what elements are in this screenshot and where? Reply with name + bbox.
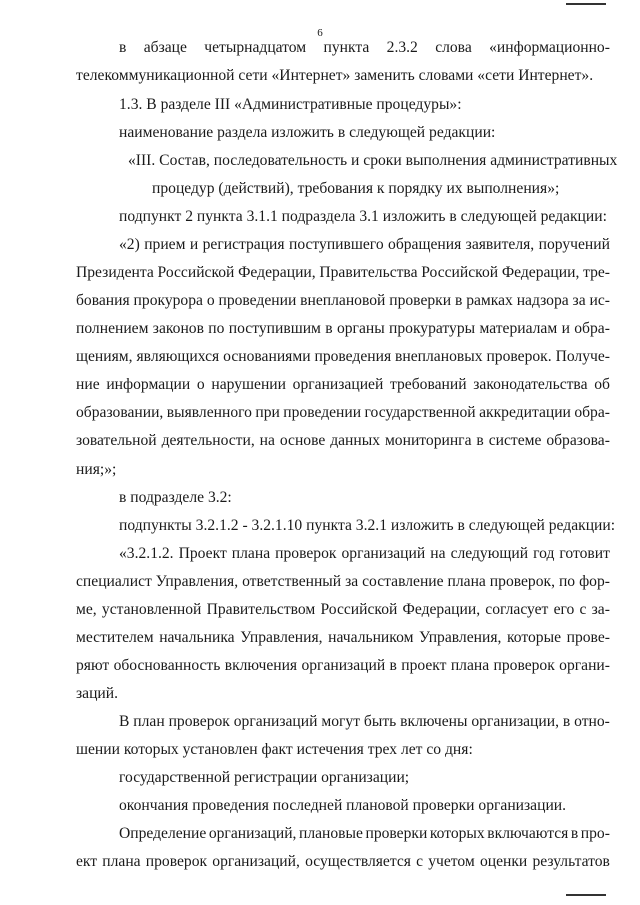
word: тре- xyxy=(583,264,610,281)
word: отно- xyxy=(574,713,610,730)
text-line xyxy=(76,853,610,871)
word: бования xyxy=(76,292,130,309)
text-line xyxy=(119,713,610,731)
word: в xyxy=(454,292,463,309)
word: согласует xyxy=(485,601,549,618)
text-line: шении которых установлен факт истечения трех лет со дня: xyxy=(76,741,473,758)
word: составление xyxy=(362,573,444,590)
word: готовит xyxy=(559,545,610,562)
word: данных xyxy=(330,432,381,449)
word: проверок xyxy=(275,545,337,562)
word: установленной xyxy=(101,601,202,618)
word: при xyxy=(255,404,280,421)
word: проверки xyxy=(365,825,428,842)
word: которые xyxy=(507,629,561,646)
word: специалист xyxy=(76,573,152,590)
word: Федерации, xyxy=(402,601,481,618)
word: «3.2.1.2. xyxy=(119,545,174,562)
word: проверки xyxy=(389,292,452,309)
text-line: заций. xyxy=(76,685,119,702)
word: ект xyxy=(76,853,98,870)
word: государственной xyxy=(364,404,476,421)
text-line: окончания проведения последней плановой проверки организации. xyxy=(119,797,567,814)
text-line: в подразделе 3.2: xyxy=(119,489,232,506)
word: щениям, xyxy=(76,348,133,365)
text-line xyxy=(119,545,610,563)
text-line: подпункт 2 пункта 3.1.1 подраздела 3.1 изложить в следующей редакции: xyxy=(119,208,607,225)
word: учетом xyxy=(428,853,475,870)
text-line: 1.3. В разделе III «Административные процедуры»: xyxy=(119,96,462,113)
word: зовательной xyxy=(76,432,157,449)
word: образовании, xyxy=(76,404,164,421)
word: плана xyxy=(231,545,271,562)
word: материалам xyxy=(479,320,558,337)
word: Управления, xyxy=(419,629,502,646)
word: о xyxy=(196,376,205,393)
word: начальником xyxy=(328,629,414,646)
word: рамках xyxy=(466,292,513,309)
word: включения xyxy=(224,657,298,674)
word: следующий xyxy=(450,545,529,562)
word: «информационно- xyxy=(489,39,610,56)
word: осуществляется xyxy=(305,853,411,870)
word: ние xyxy=(76,376,100,393)
word: Управления, xyxy=(240,629,323,646)
text-line xyxy=(76,573,610,591)
text-line: государственной регистрации организации; xyxy=(119,769,410,786)
word: четырнадцатом xyxy=(204,39,307,56)
word: проверок. xyxy=(486,348,552,365)
word: выявленного xyxy=(166,404,252,421)
word: по xyxy=(208,320,225,337)
text-line xyxy=(119,236,610,254)
word: с xyxy=(416,853,424,870)
word: в xyxy=(570,825,579,842)
text-line xyxy=(76,432,610,450)
word: полнением xyxy=(76,320,149,337)
word: организацией xyxy=(292,376,384,393)
word: информации xyxy=(106,376,191,393)
word: в xyxy=(325,320,333,337)
word: прокуратуры xyxy=(389,320,476,337)
word: могут xyxy=(321,713,361,730)
word: законодательства xyxy=(473,376,588,393)
word: плана xyxy=(102,853,141,870)
text-line: наименование раздела изложить в следующей редакции: xyxy=(119,124,496,141)
word: за xyxy=(572,292,586,309)
word: за- xyxy=(591,601,610,618)
word: абзаце xyxy=(143,39,187,56)
word: включены xyxy=(400,713,468,730)
word: Правительства xyxy=(319,264,418,281)
word: об xyxy=(594,376,610,393)
text-line xyxy=(76,601,610,619)
text-line xyxy=(76,657,610,675)
word: Федерации, xyxy=(501,264,580,281)
word: поручений xyxy=(538,236,610,253)
word: в xyxy=(562,713,571,730)
word: Управления, xyxy=(155,573,239,590)
word: деятельности, xyxy=(161,432,255,449)
word: ме, xyxy=(76,601,97,618)
word: внеплановых xyxy=(395,348,483,365)
word: организаций, xyxy=(208,825,297,842)
word: проверок xyxy=(493,657,555,674)
word: организаций xyxy=(341,545,426,562)
word: обра- xyxy=(574,320,610,337)
text-line xyxy=(76,264,610,282)
text-line xyxy=(76,292,610,310)
word: результатов xyxy=(532,853,610,870)
word: про- xyxy=(580,825,610,842)
word: «2) xyxy=(119,236,140,253)
word: надзора xyxy=(516,292,569,309)
word: ис- xyxy=(589,292,610,309)
word: системе xyxy=(488,432,542,449)
word: прокурора xyxy=(133,292,203,309)
word: быть xyxy=(363,713,397,730)
word: органи- xyxy=(559,657,610,674)
word: Российской xyxy=(157,264,235,281)
word: включаются xyxy=(487,825,569,842)
word: о xyxy=(206,292,215,309)
word: год xyxy=(533,545,555,562)
text-line xyxy=(119,825,610,843)
word: на xyxy=(259,432,275,449)
word: обоснованность xyxy=(113,657,221,674)
word: слова xyxy=(435,39,472,56)
word: нарушении xyxy=(211,376,286,393)
scan-mark xyxy=(566,894,606,896)
word: организаций xyxy=(233,713,318,730)
word: Федерации, xyxy=(238,264,316,281)
word: ряют xyxy=(76,657,110,674)
text-line xyxy=(76,629,610,647)
word: оценки xyxy=(479,853,528,870)
word: Проект xyxy=(178,545,227,562)
word: и xyxy=(561,320,570,337)
text-line: телекоммуникационной сети «Интернет» заменить словами «сети Интернет». xyxy=(76,67,594,84)
word: ответственный xyxy=(242,573,342,590)
word: организации, xyxy=(471,713,559,730)
word: его xyxy=(553,601,575,618)
word: прием xyxy=(144,236,186,253)
word: являющихся xyxy=(136,348,220,365)
word: основе xyxy=(279,432,326,449)
word: образова- xyxy=(546,432,610,449)
scan-mark xyxy=(566,3,606,5)
word: проведении xyxy=(283,404,362,421)
word: поступившего xyxy=(288,236,384,253)
word: по xyxy=(558,573,576,590)
word: регистрация xyxy=(202,236,285,253)
word: Российской xyxy=(421,264,499,281)
word: 2.3.2 xyxy=(386,39,418,56)
word: прове- xyxy=(566,629,610,646)
text-line xyxy=(76,320,610,338)
word: Получе- xyxy=(555,348,610,365)
word: законов xyxy=(152,320,204,337)
word: организаций xyxy=(301,657,386,674)
word: на xyxy=(430,545,446,562)
word: проведении xyxy=(218,292,297,309)
word: в xyxy=(476,432,484,449)
text-line xyxy=(76,348,610,366)
word: внеплановой xyxy=(300,292,386,309)
page-number: 6 xyxy=(317,27,323,39)
word: план xyxy=(133,713,165,730)
word: и xyxy=(189,236,199,253)
word: Российской xyxy=(320,601,398,618)
word: мониторинга xyxy=(384,432,472,449)
word: органы xyxy=(336,320,385,337)
text-line xyxy=(76,404,610,422)
word: плана xyxy=(450,657,490,674)
word: требований xyxy=(390,376,467,393)
word: В xyxy=(119,713,130,730)
word: Правительством xyxy=(206,601,316,618)
word: проект xyxy=(401,657,447,674)
text-line: подпункты 3.2.1.2 - 3.2.1.10 пункта 3.2.1 изложить в следующей редакции: xyxy=(119,517,616,534)
word: начальника xyxy=(159,629,235,646)
word: проверок xyxy=(168,713,230,730)
word: проведения xyxy=(314,348,392,365)
word: поступившим xyxy=(228,320,321,337)
word: которых xyxy=(429,825,485,842)
text-line xyxy=(76,376,610,394)
word: проверок, xyxy=(489,573,555,590)
word: проверок xyxy=(145,853,208,870)
word: основаниями xyxy=(223,348,311,365)
word: с xyxy=(579,601,587,618)
word: аккредитации xyxy=(479,404,571,421)
word: фор- xyxy=(579,573,610,590)
word: плановые xyxy=(298,825,363,842)
text-line: процедур (действий), требования к порядку их выполнения»; xyxy=(152,180,560,197)
word: в xyxy=(389,657,397,674)
word: плана xyxy=(447,573,486,590)
word: пункта xyxy=(323,39,370,56)
word: организаций, xyxy=(212,853,300,870)
word: заявителя, xyxy=(465,236,535,253)
word: обра- xyxy=(574,404,610,421)
word: обращения xyxy=(388,236,462,253)
text-line: «III. Состав, последовательность и сроки выполнения административных xyxy=(128,152,618,169)
word: Определение xyxy=(119,825,207,842)
word: за xyxy=(345,573,359,590)
word: местителем xyxy=(76,629,154,646)
text-line xyxy=(119,39,610,57)
word: в xyxy=(119,39,127,56)
word: Президента xyxy=(76,264,154,281)
text-line: ния;»; xyxy=(76,461,117,478)
